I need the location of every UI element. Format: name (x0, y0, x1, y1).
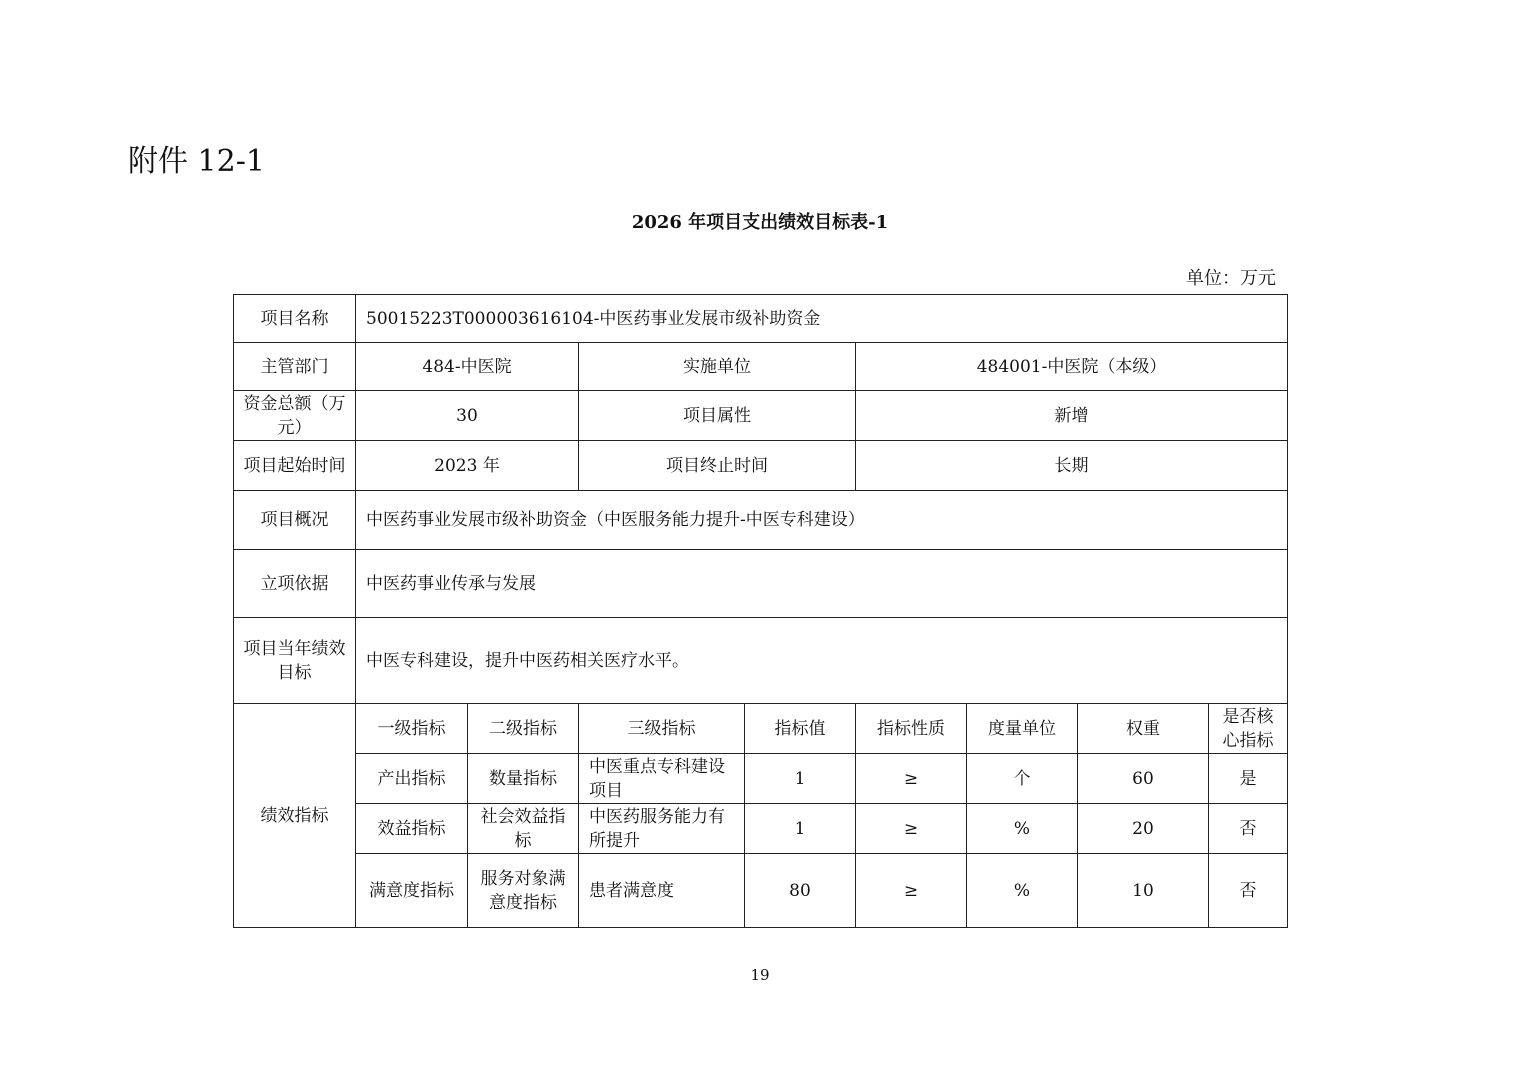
project-attribute-value: 新增 (856, 391, 1288, 441)
indicator-level2: 服务对象满意度指标 (468, 854, 579, 928)
page-number: 19 (750, 966, 770, 984)
indicator-core: 否 (1209, 854, 1288, 928)
annual-goal-label: 项目当年绩效目标 (234, 618, 356, 704)
indicator-value: 1 (745, 754, 856, 804)
implementing-unit-value: 484001-中医院（本级） (856, 343, 1288, 391)
header-value: 指标值 (745, 704, 856, 754)
unit-label: 单位：万元 (1186, 268, 1276, 289)
basis-label: 立项依据 (234, 550, 356, 618)
start-time-label: 项目起始时间 (234, 441, 356, 491)
indicator-unit: 个 (967, 754, 1078, 804)
fund-total-label: 资金总额（万元） (234, 391, 356, 441)
indicator-level3: 中医重点专科建设项目 (579, 754, 745, 804)
overview-label: 项目概况 (234, 491, 356, 550)
header-weight: 权重 (1078, 704, 1209, 754)
header-core: 是否核心指标 (1209, 704, 1288, 754)
indicator-weight: 10 (1078, 854, 1209, 928)
end-time-value: 长期 (856, 441, 1288, 491)
indicator-row (234, 804, 1288, 854)
document-title: 2026 年项目支出绩效目标表-1 (631, 212, 889, 233)
row-time (234, 441, 1288, 491)
header-level3: 三级指标 (579, 704, 745, 754)
indicator-value: 1 (745, 804, 856, 854)
indicator-level3: 中医药服务能力有所提升 (579, 804, 745, 854)
row-fund (234, 391, 1288, 441)
indicator-value: 80 (745, 854, 856, 928)
indicator-level2: 数量指标 (468, 754, 579, 804)
indicator-nature: ≥ (856, 804, 967, 854)
indicator-row (234, 754, 1288, 804)
row-annual-goal (234, 618, 1288, 704)
indicator-core: 是 (1209, 754, 1288, 804)
project-attribute-label: 项目属性 (579, 391, 856, 441)
indicator-level1: 产出指标 (356, 754, 468, 804)
row-project-name (234, 295, 1288, 343)
department-value: 484-中医院 (356, 343, 579, 391)
project-name-label: 项目名称 (234, 295, 356, 343)
indicator-weight: 60 (1078, 754, 1209, 804)
end-time-label: 项目终止时间 (579, 441, 856, 491)
indicator-unit: % (967, 854, 1078, 928)
performance-target-table (233, 294, 1288, 928)
indicator-level2: 社会效益指标 (468, 804, 579, 854)
header-level1: 一级指标 (356, 704, 468, 754)
attachment-label: 附件 12-1 (128, 144, 265, 179)
indicator-row (234, 854, 1288, 928)
indicator-nature: ≥ (856, 854, 967, 928)
annual-goal-value: 中医专科建设，提升中医药相关医疗水平。 (356, 618, 1288, 704)
header-level2: 二级指标 (468, 704, 579, 754)
department-label: 主管部门 (234, 343, 356, 391)
indicator-nature: ≥ (856, 754, 967, 804)
indicator-core: 否 (1209, 804, 1288, 854)
basis-value: 中医药事业传承与发展 (356, 550, 1288, 618)
implementing-unit-label: 实施单位 (579, 343, 856, 391)
overview-value: 中医药事业发展市级补助资金（中医服务能力提升-中医专科建设） (356, 491, 1288, 550)
row-overview (234, 491, 1288, 550)
indicators-section-label: 绩效指标 (234, 704, 356, 928)
fund-total-value: 30 (356, 391, 579, 441)
indicator-unit: % (967, 804, 1078, 854)
indicator-level1: 满意度指标 (356, 854, 468, 928)
start-time-value: 2023 年 (356, 441, 579, 491)
row-basis (234, 550, 1288, 618)
project-name-value: 50015223T000003616104-中医药事业发展市级补助资金 (356, 295, 1288, 343)
header-nature: 指标性质 (856, 704, 967, 754)
header-unit: 度量单位 (967, 704, 1078, 754)
indicator-level1: 效益指标 (356, 804, 468, 854)
indicator-header-row (234, 704, 1288, 754)
row-department (234, 343, 1288, 391)
indicator-level3: 患者满意度 (579, 854, 745, 928)
indicator-weight: 20 (1078, 804, 1209, 854)
